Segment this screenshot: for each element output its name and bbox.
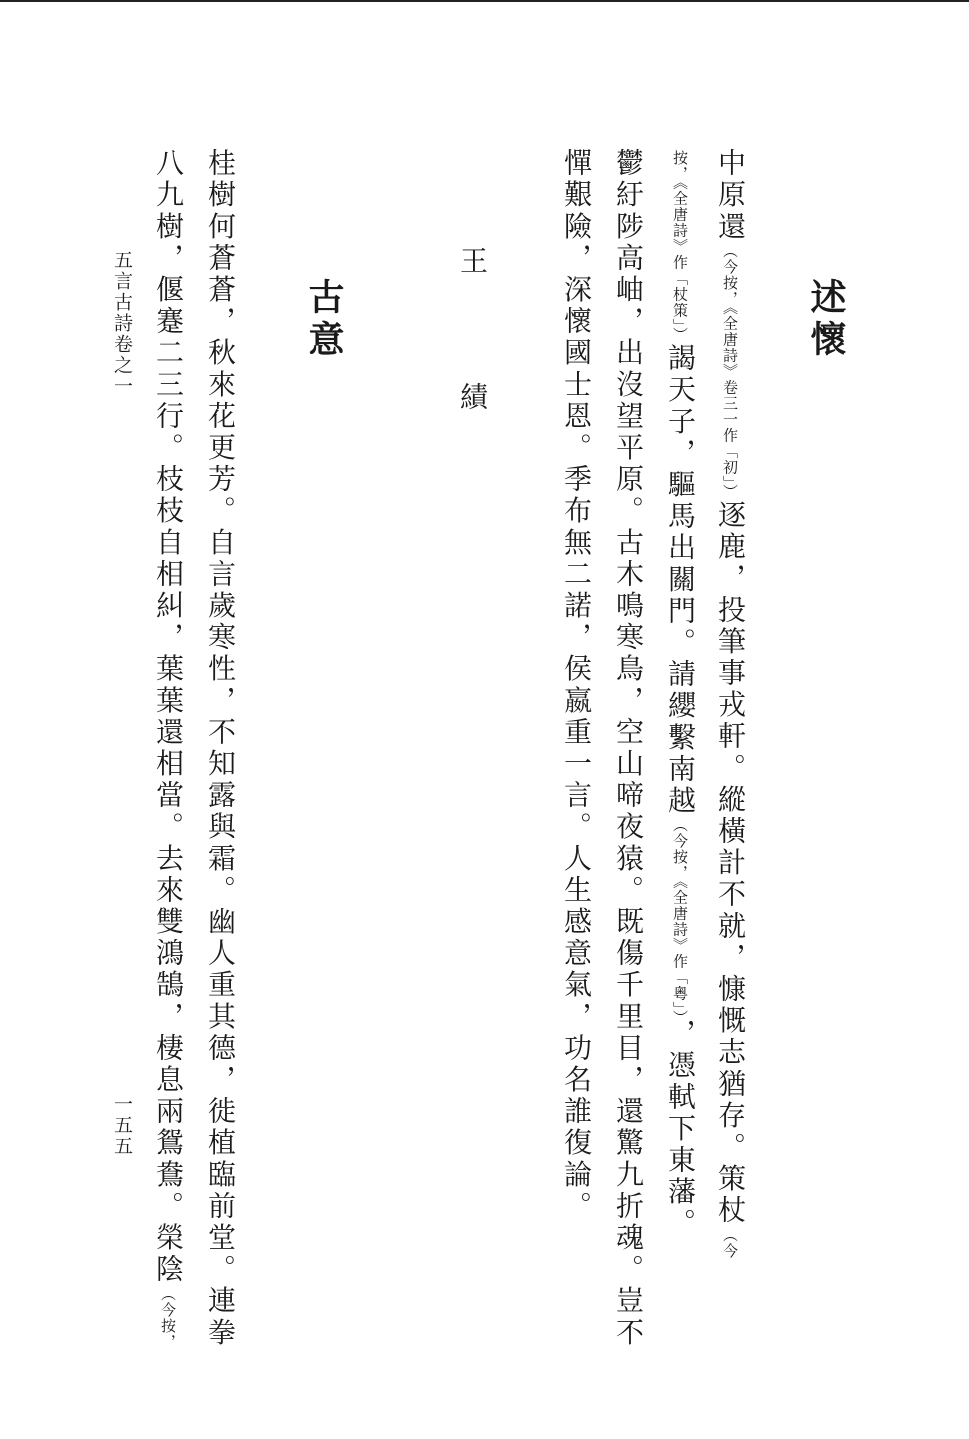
- poem1-text-column-4: 憚艱險，深懷國士恩。季布無二諾，侯嬴重一言。人生感意氣，功名誰復論。: [560, 148, 593, 1223]
- poem1-text-column-3: 鬱紆陟高岫，出沒望平原。古木鳴寒鳥，空山啼夜猿。既傷千里目，還驚九折魂。豈不: [612, 148, 645, 1349]
- poem1-col2-text-a: 謁天子，驅馬出關門。請纓繫南越: [664, 343, 697, 817]
- poem1-col2-text-b: ，憑軾下東藩。: [664, 1018, 697, 1240]
- poem1-col2-annotation-2: （今按，《全唐詩》作「粵」）: [671, 817, 689, 1019]
- poem2-text-column-1: 桂樹何蒼蒼，秋來花更芳。自言歲寒性，不知露與霜。幽人重其德，徙植臨前堂。連拳: [204, 148, 237, 1349]
- poem1-text-column-2: [664, 150, 697, 1240]
- poem1-text-column-1: [714, 148, 747, 1259]
- poem1-col1-text-b: 逐鹿，投筆事戎軒。縱橫計不就，慷慨志猶存。策杖: [714, 499, 747, 1227]
- poem2-col2-text-a: 八九樹，偃蹇二三行。枝枝自相糾，葉葉還相當。去來雙鴻鵠，棲息兩鴛鴦。榮陰: [152, 148, 185, 1286]
- poem2-col2-annotation: （今按，: [159, 1285, 177, 1350]
- poem-title-guyi: 古意: [303, 278, 345, 362]
- page-number: 一五五: [111, 1094, 133, 1157]
- poem1-col1-annotation-1: （今按，《全唐詩》卷三一作「初」）: [721, 242, 739, 500]
- top-border-rule: [0, 0, 969, 2]
- poem1-col1-text-a: 中原還: [714, 148, 747, 243]
- poem1-author: 王 績: [456, 246, 489, 450]
- poem2-text-column-2: [152, 148, 185, 1350]
- poem-title-shuhuai: 述懷: [805, 278, 847, 362]
- poem1-col1-annotation-2: （今: [721, 1226, 739, 1259]
- running-head-book-title: 五言古詩卷之一: [111, 250, 133, 397]
- poem1-col2-annotation-1: 按，《全唐詩》作「杖策」）: [671, 150, 689, 343]
